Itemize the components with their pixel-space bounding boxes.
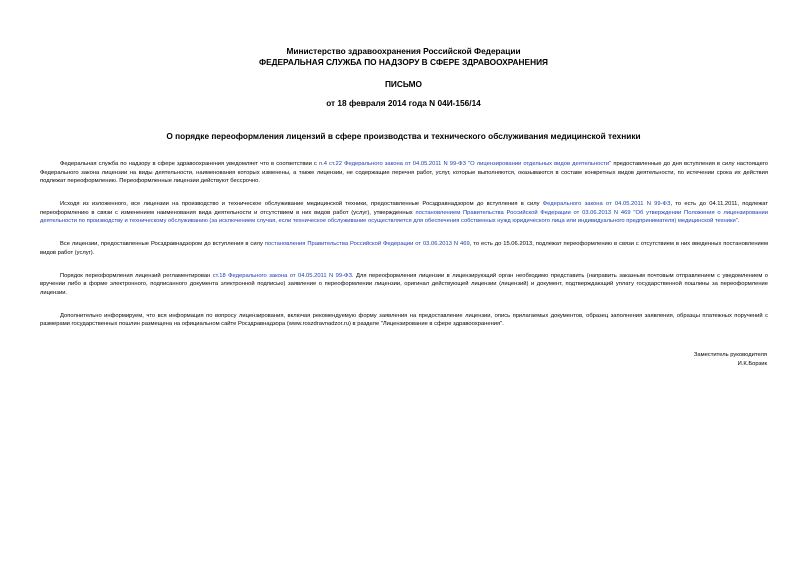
law-point-link[interactable]: п.4	[318, 161, 327, 167]
paragraph-5	[40, 312, 768, 329]
ministry-name: Министерство здравоохранения Российской Федерации	[286, 46, 521, 56]
document-subject: О порядке переоформления лицензий в сфере производства и технического обслуживания медицинской техники	[166, 131, 641, 141]
paragraph-text: предоставленные до дня вступления в силу настоящего Федерального закона лицензии на виды деятельности, наименования которых изменены, а также лицензии, не содержащие перечня работ, услуг, которые выполняются, оказываются в составе конкретных видов деятельности, по истечении срока их действия подлежат переоформлению. Переоформленные лицензии действуют бессрочно.	[40, 161, 769, 184]
paragraph-4	[40, 272, 768, 298]
federal-law-link[interactable]: Федерального закона от 04.05.2011 N 99-ФЗ	[542, 201, 671, 207]
paragraph-3	[40, 240, 768, 257]
document-header	[0, 46, 807, 67]
signatory-position: Заместитель руководителя	[693, 352, 767, 358]
service-name: ФЕДЕРАЛЬНАЯ СЛУЖБА ПО НАДЗОРУ В СФЕРЕ ЗДРАВООХРАНЕНИЯ	[259, 56, 548, 67]
document-date-number: от 18 февраля 2014 года N 04И-156/14	[326, 98, 481, 108]
signature-block	[694, 351, 767, 368]
document-body	[40, 160, 768, 343]
paragraph-1	[40, 160, 768, 186]
paragraph-text: Порядок переоформления лицензий регламентирован	[60, 272, 213, 279]
paragraph-text: , то есть до 15.06.2013, подлежат переоформлению в связи с отсутствием в них введенных постановлением видов работ (услуг).	[40, 241, 768, 256]
paragraph-text: Исходя из изложенного, все лицензии на производство и техническое обслуживание медицинской техники, предоставленные Росздравнадзором до вступления в силу	[60, 201, 543, 207]
government-resolution-link[interactable]: постановления Правительства Российской Федерации от 03.06.2013 N 469	[264, 241, 470, 247]
paragraph-text: Федеральная служба по надзору в сфере здравоохранения уведомляет что в соответствии с	[60, 161, 319, 167]
federal-law-article-link[interactable]: ст.18 Федерального закона от 04.05.2011 N 99-ФЗ	[212, 272, 352, 279]
document-type: ПИСЬМО	[384, 79, 423, 89]
government-resolution-link[interactable]: постановлением Правительства Российской Федерации от 03.06.2013 N 469 "Об утверждении Положения о лицензировании деятельности по производству и техническому обслуживанию (за исключением случая, если техническое обслуживание осуществляется для обеспечения собственных нужд юридического лица или индивидуального предпринимателя) медицинской техники"	[40, 209, 768, 224]
paragraph-text: Все лицензии, предоставленные Росздравнадзором до вступления в силу	[60, 241, 265, 247]
paragraph-text: , то есть до 04.11.2011, подлежат переоформлению в связи с изменением наименования вида деятельности и отсутствием в них видов работ (услуг), утвержденных	[40, 201, 769, 216]
federal-law-article-link[interactable]: ст.22 Федерального закона от 04.05.2011 N 99-ФЗ "О лицензировании отдельных видов деятельности"	[329, 161, 612, 167]
paragraph-2	[40, 200, 768, 226]
signatory-name: И.К.Борзик	[737, 360, 767, 367]
paragraph-text: .	[737, 218, 740, 224]
paragraph-text: Дополнительно информируем, что вся информация по вопросу лицензирования, включая рекомендуемую форму заявления на предоставление лицензии, опись прилагаемых документов, образец заполнения заявления, образцы платежных поручений с размерами государственных пошлин размещена на официальном сайте Росздравнадзора (www.roszdravnadzor.ru) в разделе "Лицензирование в сфере здравоохранения".	[40, 312, 768, 327]
paragraph-text: . Для переоформления лицензии в лицензирующий орган необходимо представить (направить заказным почтовым отправлением с уведомлением о вручении либо в форме электронного, подписанного документа электронной подписью) заявление о переоформлении лицензии, оригинал действующей лицензии (лицензий) и документ, подтверждающий уплату государственной пошлины за переоформление лицензии.	[40, 272, 768, 296]
